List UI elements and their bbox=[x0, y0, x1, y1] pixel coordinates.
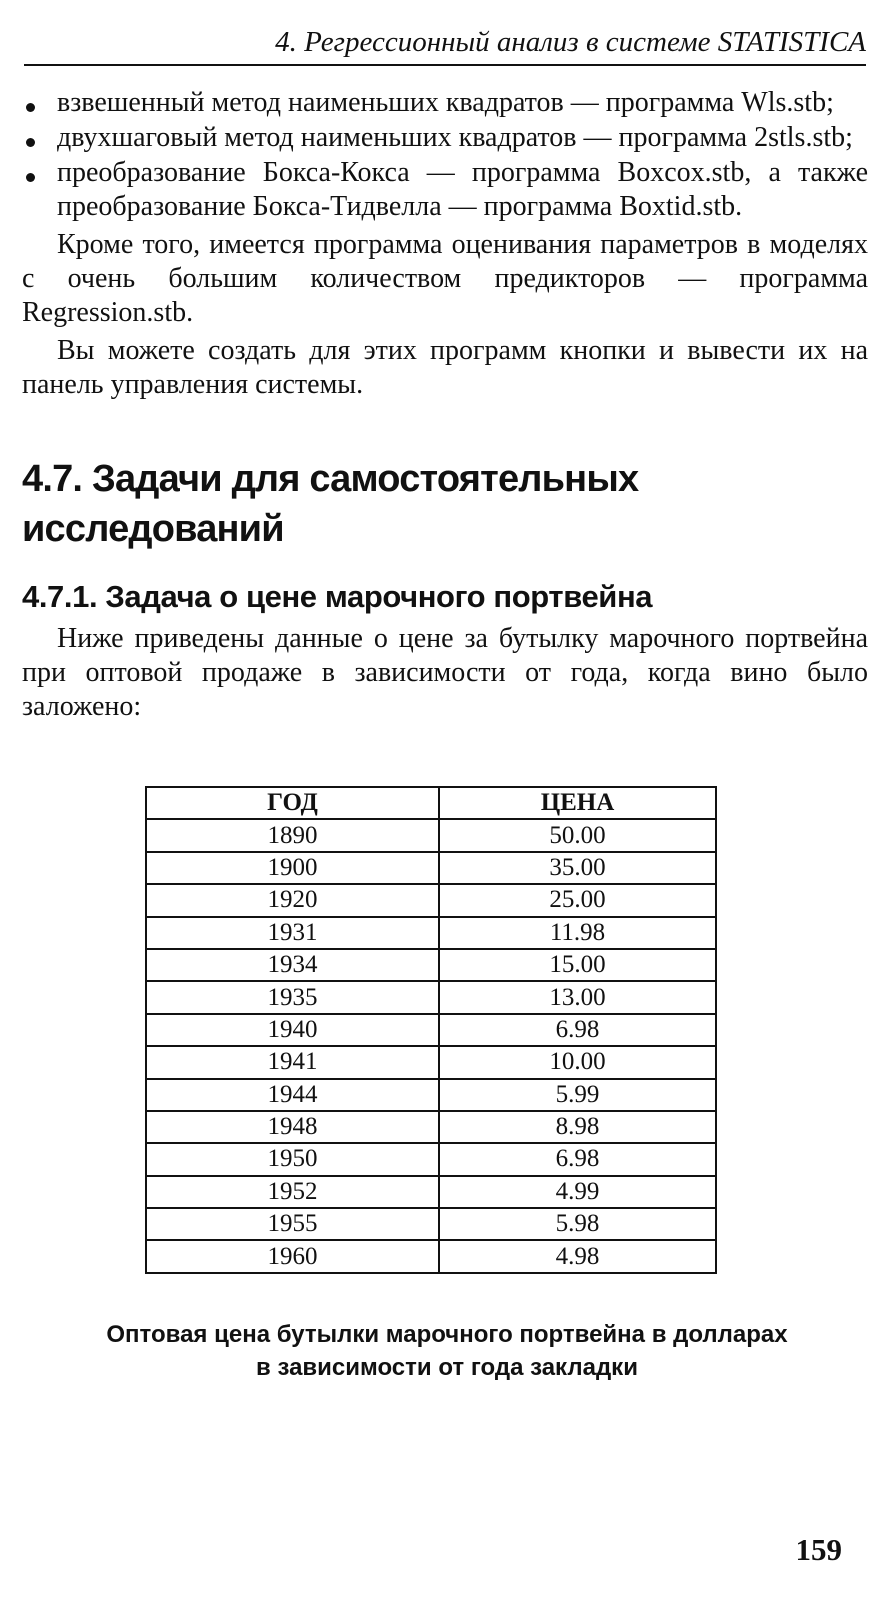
table-row bbox=[146, 1046, 716, 1078]
bullet-icon bbox=[26, 103, 35, 112]
intro-paragraph: Ниже приведены данные о цене за бутылку марочного портвейна при оптовой продаже в зависимости от года, когда вино было заложено: bbox=[22, 623, 868, 722]
table-row bbox=[146, 884, 716, 916]
price-cell: 35.00 bbox=[439, 852, 716, 884]
table-caption bbox=[20, 1318, 874, 1384]
column-header-price: ЦЕНА bbox=[439, 787, 716, 819]
price-table bbox=[145, 786, 717, 1274]
list-item-text: двухшаговый метод наименьших квадратов — программа 2stls.stb; bbox=[57, 122, 853, 153]
section-title: 4.7. Задачи для самостоятельных исследований bbox=[22, 458, 639, 550]
price-cell: 50.00 bbox=[439, 819, 716, 851]
list-item bbox=[22, 86, 868, 120]
price-cell: 11.98 bbox=[439, 917, 716, 949]
price-cell: 25.00 bbox=[439, 884, 716, 916]
table-row bbox=[146, 981, 716, 1013]
price-table-container bbox=[145, 786, 717, 1274]
table-row bbox=[146, 852, 716, 884]
table-row bbox=[146, 949, 716, 981]
bullet-icon bbox=[26, 138, 35, 147]
price-cell: 6.98 bbox=[439, 1014, 716, 1046]
year-cell: 1941 bbox=[146, 1046, 439, 1078]
year-cell: 1948 bbox=[146, 1111, 439, 1143]
table-row bbox=[146, 1111, 716, 1143]
year-cell: 1920 bbox=[146, 884, 439, 916]
year-cell: 1934 bbox=[146, 949, 439, 981]
table-row bbox=[146, 1014, 716, 1046]
list-item bbox=[22, 121, 868, 155]
price-cell: 10.00 bbox=[439, 1046, 716, 1078]
table-header-row bbox=[146, 787, 716, 819]
price-cell: 15.00 bbox=[439, 949, 716, 981]
price-cell: 4.98 bbox=[439, 1240, 716, 1272]
price-cell: 5.99 bbox=[439, 1079, 716, 1111]
price-cell: 13.00 bbox=[439, 981, 716, 1013]
table-row bbox=[146, 1240, 716, 1272]
table-body bbox=[146, 819, 716, 1272]
year-cell: 1940 bbox=[146, 1014, 439, 1046]
caption-line: Оптовая цена бутылки марочного портвейна в долларах bbox=[106, 1321, 788, 1348]
subsection-title: 4.7.1. Задача о цене марочного портвейна bbox=[22, 579, 653, 614]
year-cell: 1935 bbox=[146, 981, 439, 1013]
year-cell: 1950 bbox=[146, 1143, 439, 1175]
price-cell: 6.98 bbox=[439, 1143, 716, 1175]
table-row bbox=[146, 1208, 716, 1240]
caption-line: в зависимости от года закладки bbox=[256, 1354, 638, 1381]
column-header-year: ГОД bbox=[146, 787, 439, 819]
list-item-text: преобразование Бокса-Кокса — программа Boxcox.stb, а также преобразование Бокса-Тидвелла — программа Boxtid.stb. bbox=[57, 157, 868, 222]
year-cell: 1944 bbox=[146, 1079, 439, 1111]
list-item bbox=[22, 156, 868, 224]
bullet-icon bbox=[26, 173, 35, 182]
table-row bbox=[146, 1079, 716, 1111]
table-row bbox=[146, 1143, 716, 1175]
program-list bbox=[22, 86, 868, 224]
year-cell: 1900 bbox=[146, 852, 439, 884]
year-cell: 1890 bbox=[146, 819, 439, 851]
table-row bbox=[146, 819, 716, 851]
paragraph-buttons: Вы можете создать для этих программ кнопки и вывести их на панель управления системы. bbox=[22, 335, 868, 400]
price-cell: 8.98 bbox=[439, 1111, 716, 1143]
year-cell: 1960 bbox=[146, 1240, 439, 1272]
price-cell: 4.99 bbox=[439, 1176, 716, 1208]
year-cell: 1955 bbox=[146, 1208, 439, 1240]
page-number: 159 bbox=[795, 1532, 842, 1567]
year-cell: 1931 bbox=[146, 917, 439, 949]
paragraph-regression: Кроме того, имеется программа оценивания параметров в моделях с очень большим количеством предикторов — программа Regression.stb. bbox=[22, 229, 868, 328]
price-cell: 5.98 bbox=[439, 1208, 716, 1240]
running-header: 4. Регрессионный анализ в системе STATISTICA bbox=[24, 22, 866, 66]
table-row bbox=[146, 917, 716, 949]
list-item-text: взвешенный метод наименьших квадратов — программа Wls.stb; bbox=[57, 87, 834, 118]
page-body bbox=[22, 86, 868, 724]
table-row bbox=[146, 1176, 716, 1208]
year-cell: 1952 bbox=[146, 1176, 439, 1208]
